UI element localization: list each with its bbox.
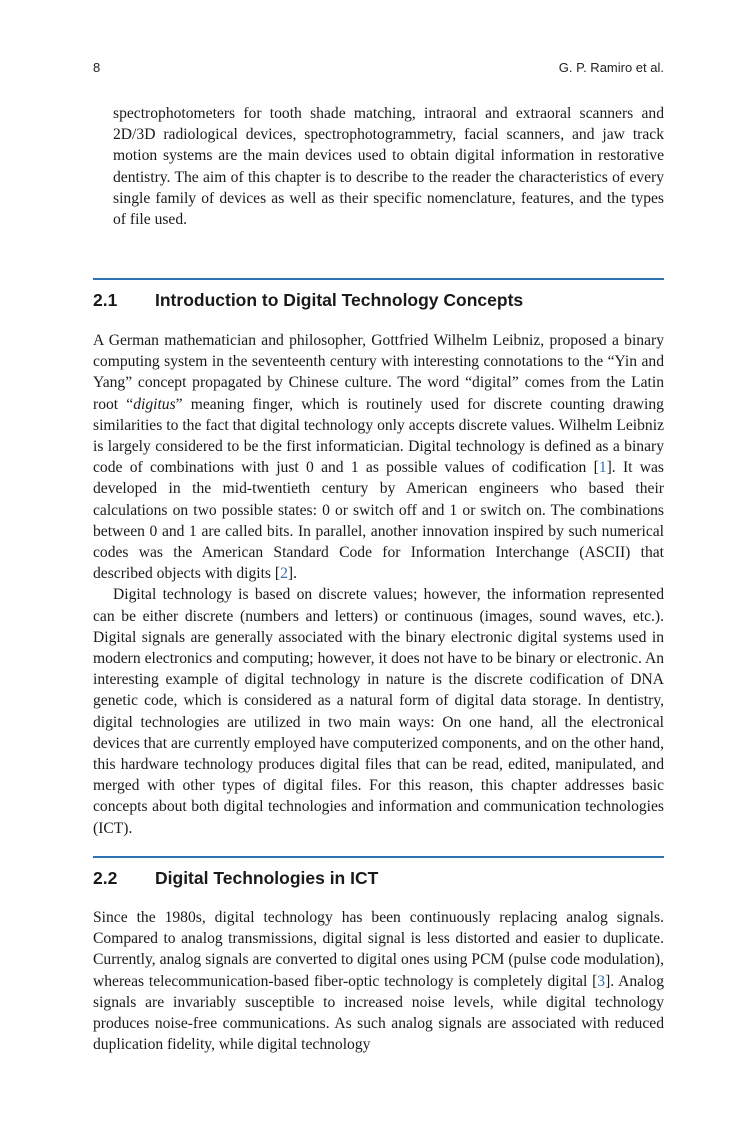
section-title: Digital Technologies in ICT — [155, 868, 379, 888]
citation-link[interactable]: 3 — [597, 972, 606, 990]
citation-link[interactable]: 2 — [280, 565, 288, 583]
section-rule — [93, 856, 664, 858]
section-2-2-header — [93, 856, 664, 890]
section-heading — [93, 868, 664, 890]
page-number: 8 — [93, 60, 101, 75]
section-2-2-body — [93, 907, 664, 1055]
citation-link[interactable]: 1 — [598, 459, 607, 477]
paragraph: Digital technology is based on discrete values; however, the information represented can be either discrete (numbers and letters) or continuous (images, sound waves, etc.). Digital signals are generally associated with the binary electronic digital systems used in modern electronics and computing; however, it does not have to be binary or electronic. An interesting example of digital technology in nature is the discrete codification of DNA genetic code, which is considered as a natural form of digital data storage. In dentistry, digital technologies are utilized in two main ways: On one hand, all the electronical devices that are currently employed have computerized components, and on the other hand, this hardware technology produces digital files that can be read, edited, manipulated, and merged with other types of digital files. For this reason, this chapter addresses basic concepts about both digital technologies and information and communication technologies (ICT). — [93, 586, 664, 837]
section-title: Introduction to Digital Technology Concepts — [155, 290, 524, 310]
running-head-authors: G. P. Ramiro et al. — [558, 60, 664, 75]
section-heading — [93, 290, 664, 312]
running-head — [93, 60, 664, 80]
section-number: 2.2 — [93, 868, 118, 888]
section-number: 2.1 — [93, 290, 118, 310]
section-rule — [93, 278, 664, 280]
section-2-1-header — [93, 278, 664, 312]
intro-paragraph: spectrophotometers for tooth shade matching, intraoral and extraoral scanners and 2D/3D radiological devices, spectrophotogrammetry, facial scanners, and jaw track motion systems are the main devices used to obtain digital information in restorative dentistry. The aim of this chapter is to describe to the reader the characteristics of every single family of devices as well as their specific nomenclature, features, and the types of file used. — [113, 105, 664, 229]
paragraph: Since the 1980s, digital technology has been continuously replacing analog signals. Compared to analog transmissions, digital signal is less distorted and easier to duplicate. Currently, analog signals are converted to digital ones using PCM (pulse code modulation), whereas telecommunication-based fiber-optic technology is completely digital [3]. Analog signals are invariably susceptible to increased noise levels, while digital technology produces noise-free communications. As such analog signals are associated with reduced duplication fidelity, while digital technology — [93, 909, 664, 1054]
paragraph: A German mathematician and philosopher, Gottfried Wilhelm Leibniz, proposed a binary computing system in the seventeenth century with interesting connotations to the “Yin and Yang” concept propagated by Chinese culture. The word “digital” comes from the Latin root “digitus” meaning finger, which is routinely used for discrete counting drawing similarities to the fact that digital technology only accepts discrete values. Wilhelm Leibniz is largely considered to be the first informatician. Digital technology is defined as a binary code of combinations with just 0 and 1 as possible values of codification [1]. It was developed in the mid-twentieth century by American engineers who based their calculations on two possible states: 0 or switch off and 1 or switch on. The combinations between 0 and 1 are called bits. In parallel, another innovation inspired by such numerical codes was the American Standard Code for Information Interchange (ASCII) that described objects with digits [2]. — [93, 332, 664, 583]
section-2-1-body — [93, 330, 664, 839]
italic-term: digitus — [133, 395, 176, 413]
